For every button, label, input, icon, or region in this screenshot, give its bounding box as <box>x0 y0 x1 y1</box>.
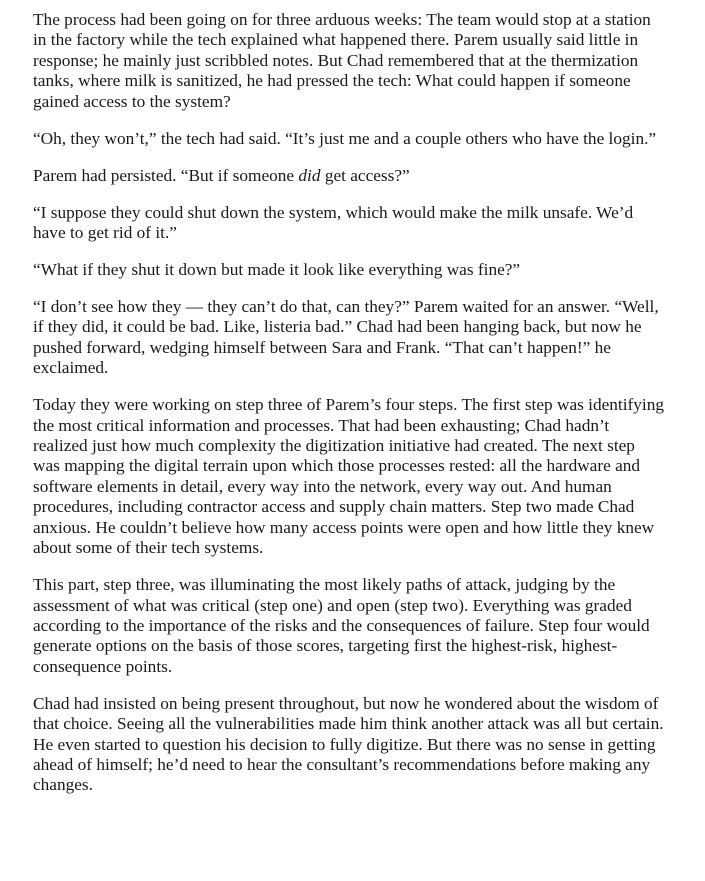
paragraph-9: Chad had insisted on being present throughout, but now he wondered about the wisdom of that choice. Seeing all the vulnerabilities made him think another attack was all but certain. He even started to question his decision to fully digitize. But there was no sense in getting ahead of himself; he’d need to hear the consultant’s recommendations before making any changes. <box>33 693 664 795</box>
paragraph-2: “Oh, they won’t,” the tech had said. “It’s just me and a couple others who have the login.” <box>33 128 657 148</box>
paragraph-6: “I don’t see how they — they can’t do that, can they?” Parem waited for an answer. “Well, if they did, it could be bad. Like, listeria bad.” Chad had been hanging back, but now he pushed forward, wedging himself between Sara and Frank. “That can’t happen!” he exclaimed. <box>33 297 659 378</box>
paragraph-3-lead: Parem had persisted. “But if someone <box>33 165 299 185</box>
paragraph-7: Today they were working on step three of Parem’s four steps. The first step was identifying the most critical information and processes. That had been exhausting; Chad hadn’t realized just how much complexity the digitization initiative had created. The next step was mapping the digital terrain upon which those processes rested: all the hardware and software elements in detail, every way into the network, every way out. And human procedures, including contractor access and supply chain matters. Step two made Chad anxious. He couldn’t believe how many access points were open and how little they knew about some of their tech systems. <box>33 395 665 558</box>
emphasis-did: did <box>298 165 321 185</box>
paragraph-3-tail: get access?” <box>320 165 410 185</box>
paragraph-3 <box>33 166 665 186</box>
paragraph-5: “What if they shut it down but made it look like everything was fine?” <box>33 260 521 280</box>
paragraph-4: “I suppose they could shut down the system, which would make the milk unsafe. We’d have to get rid of it.” <box>33 202 634 243</box>
paragraph-1: The process had been going on for three arduous weeks: The team would stop at a station in the factory while the tech explained what happened there. Parem usually said little in response; he mainly just scribbled notes. But Chad remembered that at the thermization tanks, where milk is sanitized, he had pressed the tech: What could happen if someone gained access to the system? <box>33 10 651 111</box>
paragraph-8: This part, step three, was illuminating the most likely paths of attack, judging by the assessment of what was critical (step one) and open (step two). Everything was graded according to the importance of the risks and the consequences of failure. Step four would generate options on the basis of those scores, targeting first the highest-risk, highest-consequence points. <box>33 575 650 676</box>
